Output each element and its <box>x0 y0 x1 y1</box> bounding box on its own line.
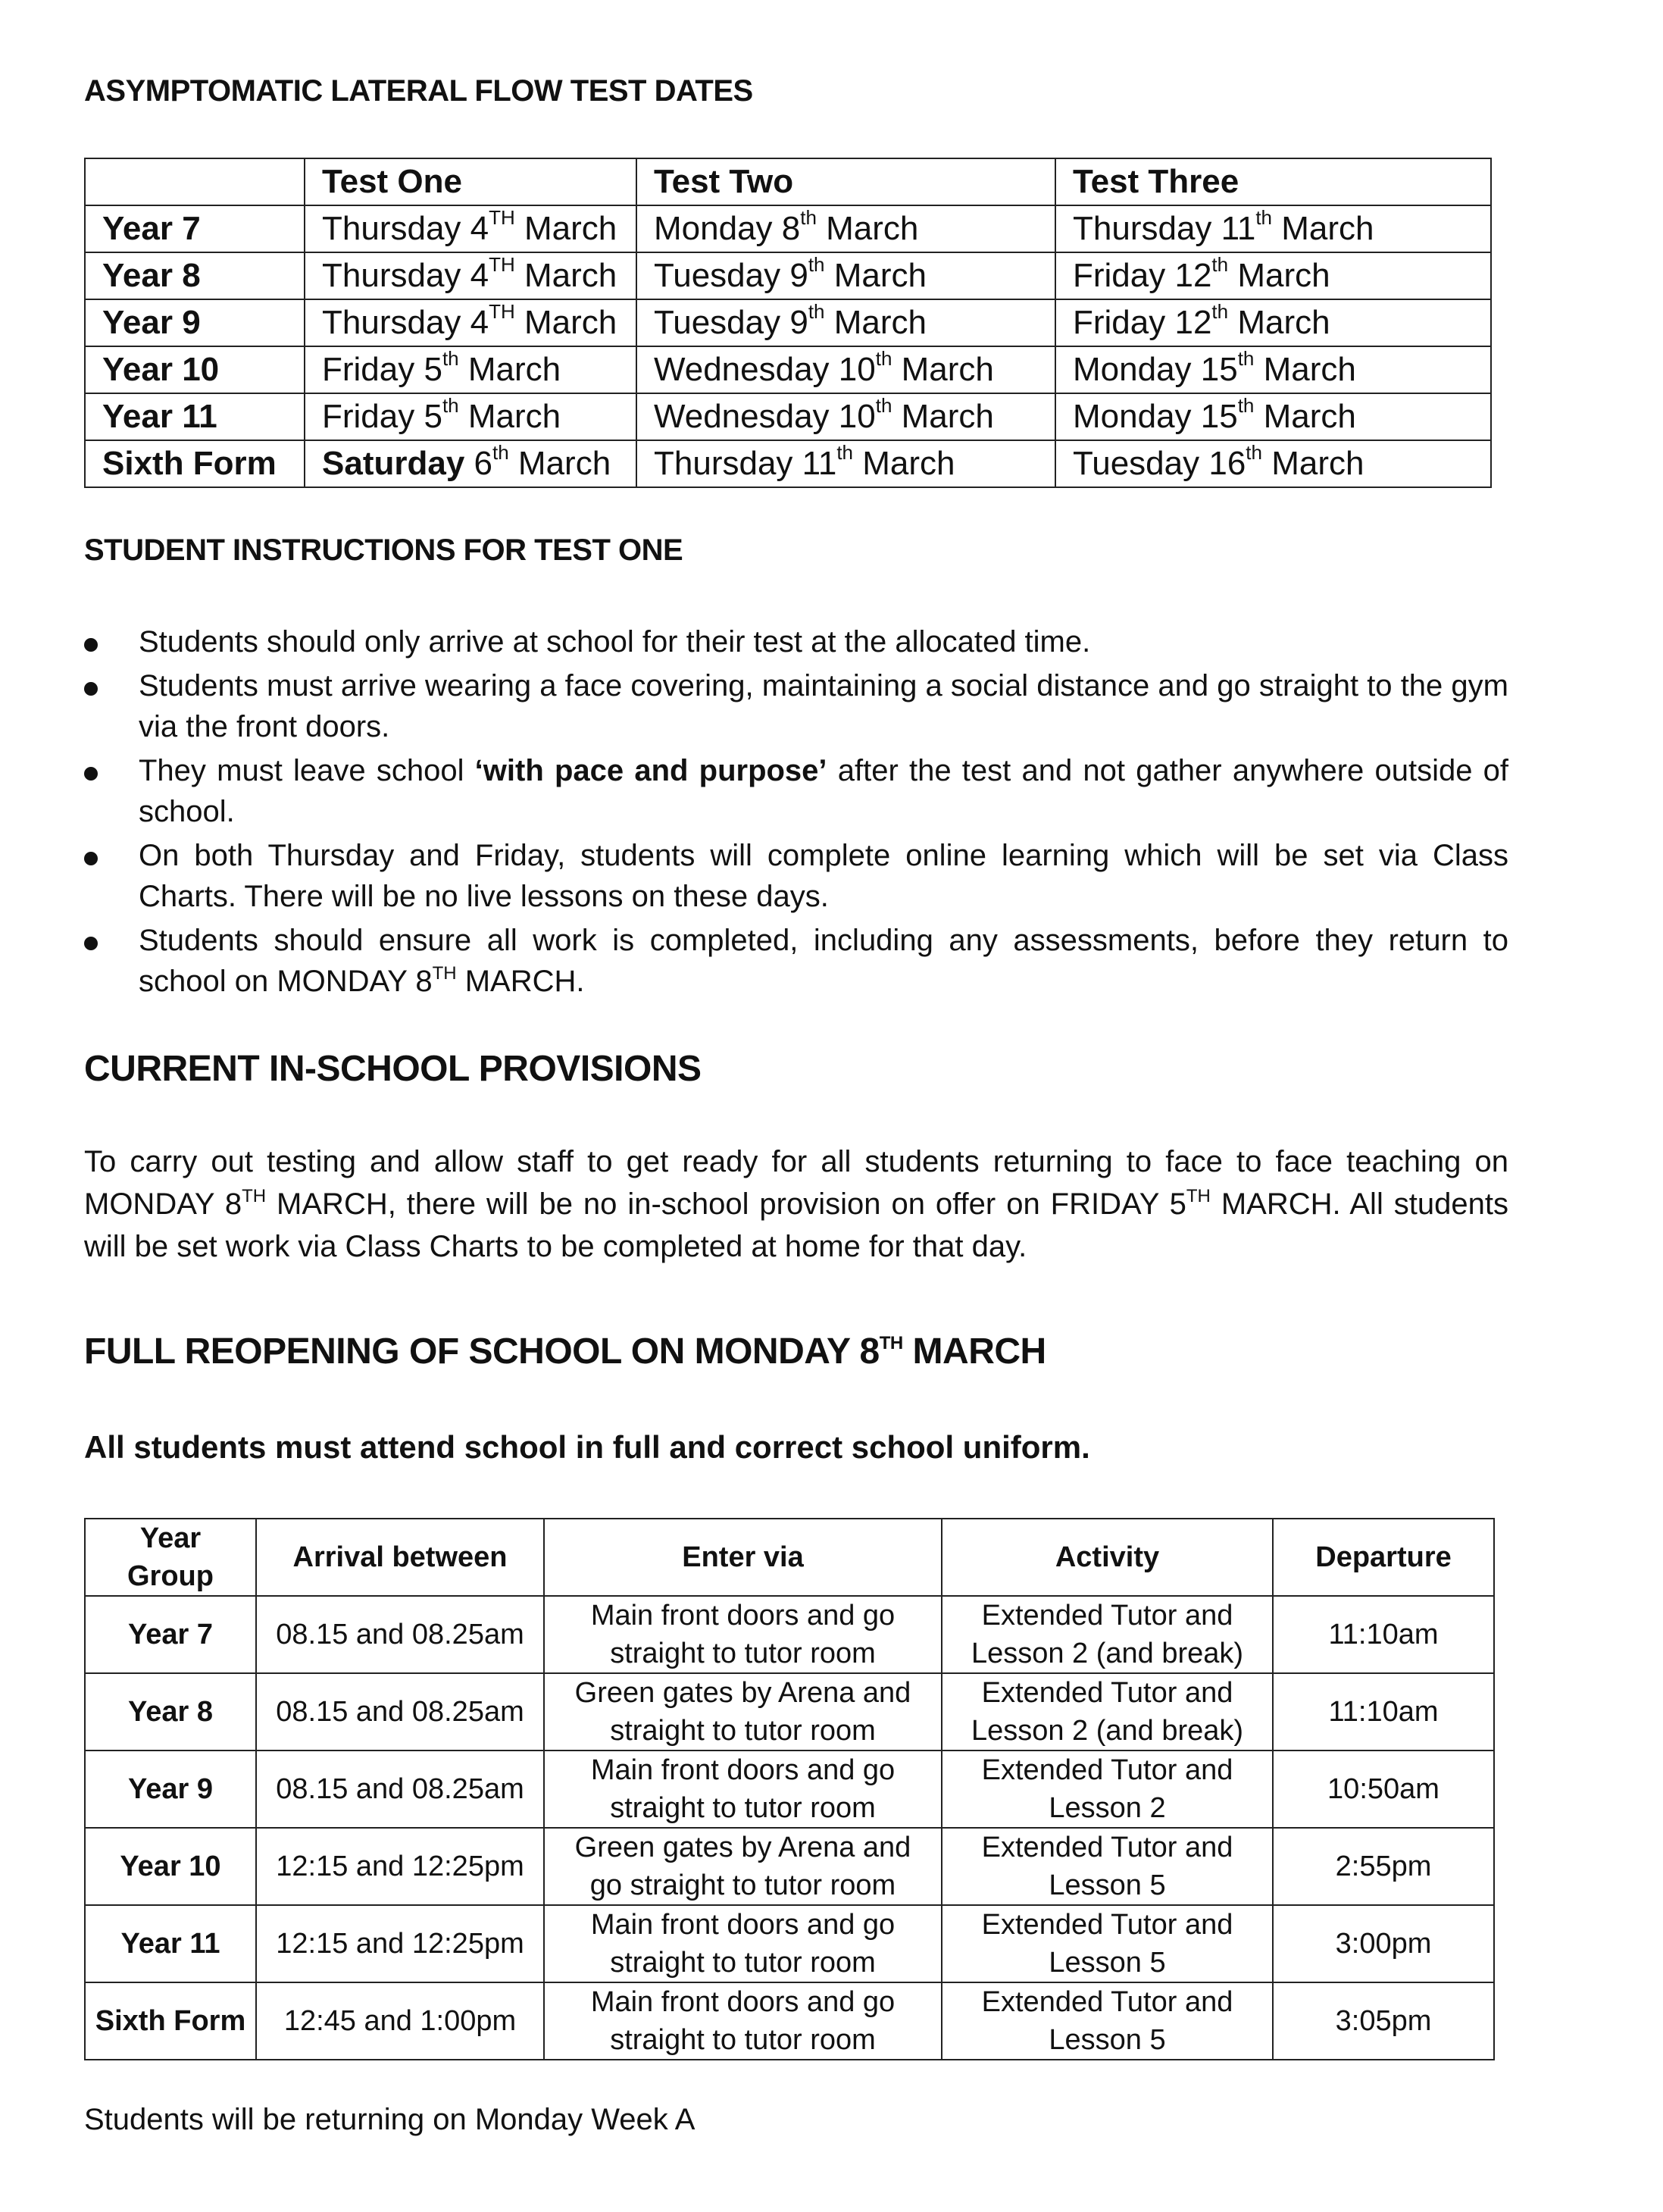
activity-cell: Extended Tutor and Lesson 2 (and break) <box>942 1596 1273 1673</box>
enter-cell: Main front doors and go straight to tutor room <box>544 1982 942 2060</box>
provisions-paragraph: To carry out testing and allow staff to get ready for all students returning to face to face teaching on MONDAY 8TH MARCH, there will be no in-school provision on offer on FRIDAY 5TH MARCH. All students will be set work via Class Charts to be completed at home for that day. <box>84 1145 1509 1263</box>
departure-cell: 3:00pm <box>1273 1905 1494 1982</box>
list-item: On both Thursday and Friday, students will complete online learning which will be set via Class Charts. There will be no live lessons on these days. <box>84 835 1508 917</box>
list-item: Students must arrive wearing a face covering, maintaining a social distance and go straight to the gym via the front doors. <box>84 665 1508 747</box>
table-row <box>85 346 1491 393</box>
uniform-note: All students must attend school in full and correct school uniform. <box>84 1429 1090 1465</box>
list-item: Students should ensure all work is completed, including any assessments, before they return to school on MONDAY 8TH MARCH. <box>84 920 1508 1002</box>
activity-cell: Extended Tutor and Lesson 5 <box>942 1828 1273 1905</box>
test-three-cell: Tuesday 16th March <box>1055 440 1491 487</box>
table-row <box>85 1905 1494 1982</box>
year-cell: Year 7 <box>85 205 305 252</box>
table-row <box>85 205 1491 252</box>
year-cell: Sixth Form <box>85 1982 256 2060</box>
year-cell: Year 9 <box>85 299 305 346</box>
departure-cell: 10:50am <box>1273 1751 1494 1828</box>
bullet-icon <box>84 937 98 950</box>
test-dates-table <box>84 158 1492 488</box>
arrival-cell: 08.15 and 08.25am <box>256 1673 544 1751</box>
activity-cell: Extended Tutor and Lesson 2 (and break) <box>942 1673 1273 1751</box>
test-one-cell: Thursday 4TH March <box>305 299 636 346</box>
reopening-heading: FULL REOPENING OF SCHOOL ON MONDAY 8TH MARCH <box>84 1331 1046 1372</box>
year-cell: Year 11 <box>85 393 305 440</box>
bullet-icon <box>84 852 98 865</box>
page-title: ASYMPTOMATIC LATERAL FLOW TEST DATES <box>84 74 753 108</box>
bullet-icon <box>84 682 98 696</box>
test-two-cell: Monday 8th March <box>636 205 1055 252</box>
table-row <box>85 1828 1494 1905</box>
enter-cell: Main front doors and go straight to tutor room <box>544 1905 942 1982</box>
year-cell: Year 10 <box>85 1828 256 1905</box>
test-three-cell: Thursday 11th March <box>1055 205 1491 252</box>
table-header-row <box>85 158 1491 205</box>
table-row <box>85 1751 1494 1828</box>
reopening-table <box>84 1518 1495 2060</box>
header-cell <box>85 158 305 205</box>
header-cell: Arrival between <box>256 1519 544 1596</box>
header-cell: Departure <box>1273 1519 1494 1596</box>
header-cell: Test One <box>305 158 636 205</box>
header-cell: Year Group <box>85 1519 256 1596</box>
test-three-cell: Monday 15th March <box>1055 393 1491 440</box>
year-cell: Year 10 <box>85 346 305 393</box>
year-cell: Year 8 <box>85 252 305 299</box>
activity-cell: Extended Tutor and Lesson 5 <box>942 1982 1273 2060</box>
table-row <box>85 1673 1494 1751</box>
test-three-cell: Friday 12th March <box>1055 252 1491 299</box>
year-cell: Sixth Form <box>85 440 305 487</box>
arrival-cell: 08.15 and 08.25am <box>256 1596 544 1673</box>
list-item: Students should only arrive at school for their test at the allocated time. <box>84 621 1508 662</box>
table-row <box>85 393 1491 440</box>
table-header-row <box>85 1519 1494 1596</box>
table-row <box>85 1596 1494 1673</box>
table-row <box>85 440 1491 487</box>
table-row <box>85 1982 1494 2060</box>
arrival-cell: 12:45 and 1:00pm <box>256 1982 544 2060</box>
footer-note: Students will be returning on Monday Week A <box>84 2103 696 2136</box>
test-one-cell: Thursday 4TH March <box>305 205 636 252</box>
activity-cell: Extended Tutor and Lesson 2 <box>942 1751 1273 1828</box>
departure-cell: 3:05pm <box>1273 1982 1494 2060</box>
list-item: They must leave school ‘with pace and purpose’ after the test and not gather anywhere outside of school. <box>84 750 1508 832</box>
header-cell: Test Two <box>636 158 1055 205</box>
enter-cell: Green gates by Arena and straight to tutor room <box>544 1673 942 1751</box>
arrival-cell: 08.15 and 08.25am <box>256 1751 544 1828</box>
table-row <box>85 252 1491 299</box>
year-cell: Year 7 <box>85 1596 256 1673</box>
test-two-cell: Thursday 11th March <box>636 440 1055 487</box>
test-two-cell: Wednesday 10th March <box>636 346 1055 393</box>
enter-cell: Green gates by Arena and go straight to tutor room <box>544 1828 942 1905</box>
test-two-cell: Wednesday 10th March <box>636 393 1055 440</box>
test-one-cell: Friday 5th March <box>305 346 636 393</box>
test-one-cell: Thursday 4TH March <box>305 252 636 299</box>
header-cell: Activity <box>942 1519 1273 1596</box>
test-one-cell: Saturday 6th March <box>305 440 636 487</box>
activity-cell: Extended Tutor and Lesson 5 <box>942 1905 1273 1982</box>
year-cell: Year 8 <box>85 1673 256 1751</box>
provisions-heading: CURRENT IN-SCHOOL PROVISIONS <box>84 1049 702 1089</box>
header-cell: Test Three <box>1055 158 1491 205</box>
header-cell: Enter via <box>544 1519 942 1596</box>
year-cell: Year 11 <box>85 1905 256 1982</box>
table-row <box>85 299 1491 346</box>
test-one-cell: Friday 5th March <box>305 393 636 440</box>
instructions-heading: STUDENT INSTRUCTIONS FOR TEST ONE <box>84 533 683 567</box>
departure-cell: 2:55pm <box>1273 1828 1494 1905</box>
test-three-cell: Friday 12th March <box>1055 299 1491 346</box>
bullet-icon <box>84 767 98 781</box>
arrival-cell: 12:15 and 12:25pm <box>256 1828 544 1905</box>
test-two-cell: Tuesday 9th March <box>636 252 1055 299</box>
departure-cell: 11:10am <box>1273 1596 1494 1673</box>
enter-cell: Main front doors and go straight to tutor room <box>544 1751 942 1828</box>
bullet-icon <box>84 638 98 652</box>
arrival-cell: 12:15 and 12:25pm <box>256 1905 544 1982</box>
test-two-cell: Tuesday 9th March <box>636 299 1055 346</box>
instructions-list <box>84 621 1508 1005</box>
departure-cell: 11:10am <box>1273 1673 1494 1751</box>
year-cell: Year 9 <box>85 1751 256 1828</box>
test-three-cell: Monday 15th March <box>1055 346 1491 393</box>
enter-cell: Main front doors and go straight to tutor room <box>544 1596 942 1673</box>
